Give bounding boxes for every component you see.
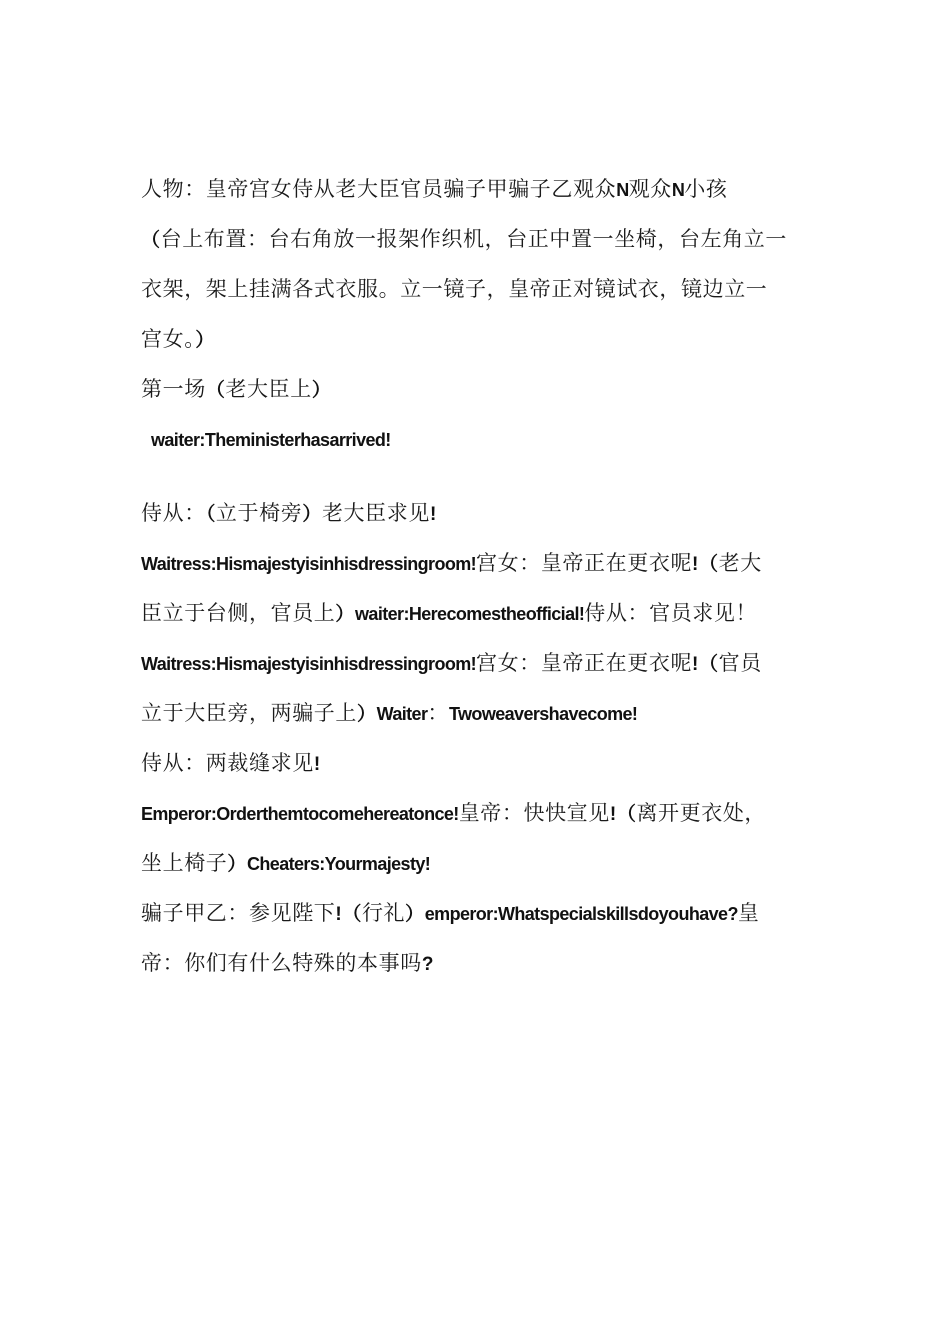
exclamation: ! xyxy=(313,754,321,775)
chinese-dialogue: 骗子甲乙：参见陛下 xyxy=(141,901,336,925)
colon: ： xyxy=(427,701,449,725)
dialogue-line-3 xyxy=(141,546,813,596)
dialogue-line-11 xyxy=(141,946,813,996)
english-dialogue: Twoweavershavecome! xyxy=(448,704,638,724)
dialogue-line-6 xyxy=(141,696,813,746)
dialogue-line-5 xyxy=(141,646,813,696)
chinese-dialogue: 皇帝：快快宣见 xyxy=(458,801,610,825)
chinese-dialogue: 皇 xyxy=(737,901,760,925)
english-dialogue: waiter:Herecomestheofficial! xyxy=(355,604,585,624)
characters-text-3: 小孩 xyxy=(684,177,728,201)
exclamation: ! xyxy=(335,904,343,925)
dialogue-line-4 xyxy=(141,596,813,646)
paren-open: （ xyxy=(698,654,719,675)
question-mark: ? xyxy=(421,954,435,975)
stage-direction: 立于大臣旁，两骗子上 xyxy=(141,701,357,725)
paren-close: ） xyxy=(195,330,215,351)
english-dialogue: waiter:Theministerhasarrived! xyxy=(151,430,391,450)
audience-count-2: N xyxy=(671,180,685,200)
exclamation: ! xyxy=(692,554,699,575)
stage-direction: 立于椅旁 xyxy=(215,501,303,525)
dialogue-line-1 xyxy=(141,422,813,496)
paren-open: （ xyxy=(205,504,216,525)
scene-heading xyxy=(141,372,813,422)
english-dialogue: emperor:Whatspecialskillsdoyouhave? xyxy=(424,904,738,924)
paren-open: （ xyxy=(141,230,161,251)
setting-text-3: 宫女。 xyxy=(141,327,196,351)
stage-direction: 离开更衣处， xyxy=(636,801,767,825)
stage-direction: 老大 xyxy=(718,551,762,575)
chinese-dialogue: 侍从：官员求见！ xyxy=(584,601,758,625)
dialogue-line-8 xyxy=(141,796,813,846)
audience-count-1: N xyxy=(616,180,629,200)
chinese-dialogue: 帝：你们有什么特殊的本事吗 xyxy=(141,951,422,975)
dialogue-line-2 xyxy=(141,496,813,546)
paren-open: （ xyxy=(616,804,637,825)
stage-direction: 老大臣上 xyxy=(225,377,312,401)
paren-close: ） xyxy=(227,854,248,875)
dialogue-line-10 xyxy=(141,896,813,946)
characters-text: 人物：皇帝宫女侍从老大臣官员骗子甲骗子乙观众 xyxy=(141,177,617,201)
setting-text-1: 台上布置：台右角放一报架作织机，台正中置一坐椅，台左角立一 xyxy=(160,227,788,251)
english-dialogue: Waitress:Hismajestyisinhisdressingroom! xyxy=(141,554,477,574)
english-dialogue: Cheaters:Yourmajesty! xyxy=(247,854,431,874)
dialogue-line-7 xyxy=(141,746,813,796)
exclamation: ! xyxy=(609,804,617,825)
english-dialogue: Emperor:Orderthemtocomehereatonce! xyxy=(141,804,459,824)
setting-line-1 xyxy=(141,222,813,272)
paren-close: ） xyxy=(335,604,356,625)
setting-text-2: 衣架，架上挂满各式衣服。立一镜子，皇帝正对镜试衣，镜边立一 xyxy=(141,277,768,301)
dialogue-line-9 xyxy=(141,846,813,896)
paren-close: ） xyxy=(357,704,377,725)
exclamation: ! xyxy=(429,504,437,525)
stage-direction: 行礼 xyxy=(361,901,406,925)
paren-close: ） xyxy=(405,904,425,925)
paren-close: ） xyxy=(302,504,322,525)
speaker-waiter: 侍从： xyxy=(141,501,206,525)
paren-open: （ xyxy=(342,904,362,925)
chinese-dialogue: 侍从：两裁缝求见 xyxy=(141,751,314,775)
script-body xyxy=(141,172,813,996)
paren-close: ） xyxy=(311,380,332,401)
english-dialogue: Waitress:Hismajestyisinhisdressingroom! xyxy=(141,654,477,674)
chinese-dialogue: 宫女：皇帝正在更衣呢 xyxy=(476,551,693,575)
paren-open: （ xyxy=(698,554,719,575)
paren-open: （ xyxy=(205,380,226,401)
speaker-waiter-en: Waiter xyxy=(376,704,428,724)
setting-line-2 xyxy=(141,272,813,322)
characters-line xyxy=(141,172,813,222)
characters-text-2: 观众 xyxy=(628,177,672,201)
stage-direction: 坐上椅子 xyxy=(141,851,228,875)
scene-title: 第一场 xyxy=(141,377,206,401)
stage-direction: 臣立于台侧，官员上 xyxy=(141,601,336,625)
chinese-dialogue: 宫女：皇帝正在更衣呢 xyxy=(476,651,693,675)
exclamation: ! xyxy=(692,654,699,675)
chinese-dialogue: 老大臣求见 xyxy=(321,501,430,525)
setting-line-3 xyxy=(141,322,813,372)
stage-direction: 官员 xyxy=(718,651,762,675)
